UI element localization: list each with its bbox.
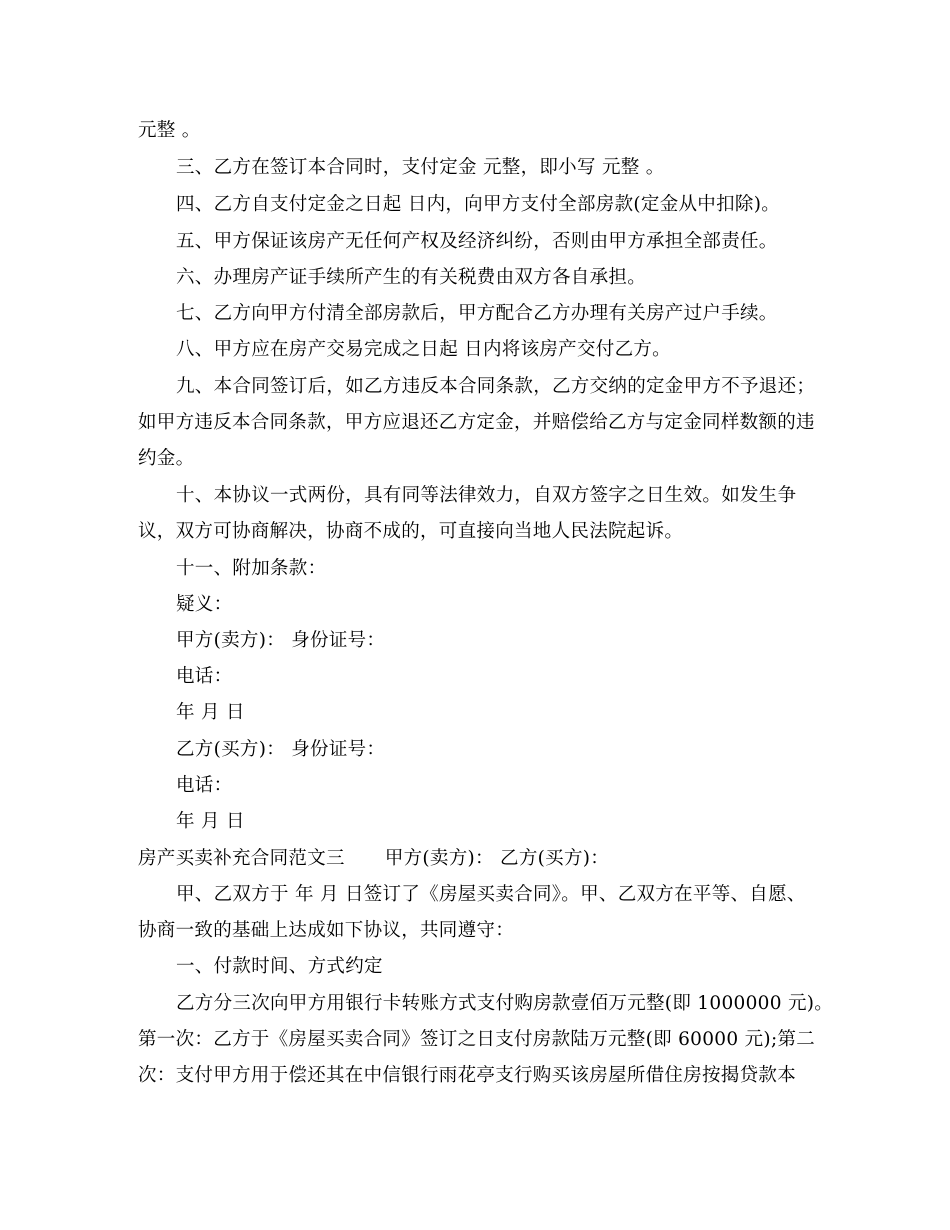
text-line: 十、本协议一式两份，具有同等法律效力，自双方签字之日生效。如发生争 xyxy=(176,485,797,506)
text-line: 约金。 xyxy=(138,448,195,469)
text-line: 四、乙方自支付定金之日起 日内，向甲方支付全部房款(定金从中扣除)。 xyxy=(176,194,781,215)
text-line: 乙方(买方)： 身份证号： xyxy=(176,739,386,760)
text-line: 协商一致的基础上达成如下协议，共同遵守： xyxy=(138,920,515,941)
text-line: 乙方分三次向甲方用银行卡转账方式支付购房款壹佰万元整(即 1000000 元)。 xyxy=(176,993,834,1014)
text-line: 元整 。 xyxy=(138,120,201,141)
text-line: 六、办理房产证手续所产生的有关税费由双方各自承担。 xyxy=(176,267,647,288)
text-line: 五、甲方保证该房产无任何产权及经济纠纷，否则由甲方承担全部责任。 xyxy=(176,231,778,252)
text-line: 年 月 日 xyxy=(176,702,245,723)
text-line: 一、付款时间、方式约定 xyxy=(176,956,383,977)
text-line: 次：支付甲方用于偿还其在中信银行雨花亭支行购买该房屋所借住房按揭贷款本 xyxy=(138,1065,797,1086)
text-line: 电话： xyxy=(176,666,233,687)
text-line: 十一、附加条款： xyxy=(176,558,327,579)
text-line: 电话： xyxy=(176,775,233,796)
text-line: 三、乙方在签订本合同时，支付定金 元整，即小写 元整 。 xyxy=(176,157,665,178)
party-labels: 甲方(卖方)： 乙方(买方)： xyxy=(384,848,610,869)
text-line: 年 月 日 xyxy=(176,811,245,832)
text-line: 甲、乙双方于 年 月 日签订了《房屋买卖合同》。甲、乙双方在平等、自愿、 xyxy=(176,884,806,905)
text-line: 九、本合同签订后，如乙方违反本合同条款，乙方交纳的定金甲方不予退还； xyxy=(176,376,816,397)
text-line: 七、乙方向甲方付清全部房款后，甲方配合乙方办理有关房产过户手续。 xyxy=(176,303,778,324)
text-line: 如甲方违反本合同条款，甲方应退还乙方定金，并赔偿给乙方与定金同样数额的违 xyxy=(138,412,815,433)
text-line: 议，双方可协商解决，协商不成的，可直接向当地人民法院起诉。 xyxy=(138,521,684,542)
section-title: 房产买卖补充合同范文三 xyxy=(138,848,345,869)
section-heading-line xyxy=(138,847,609,871)
text-line: 第一次：乙方于《房屋买卖合同》签订之日支付房款陆万元整(即 60000 元);第二 xyxy=(138,1029,816,1050)
text-line: 疑义： xyxy=(176,594,233,615)
text-line: 八、甲方应在房产交易完成之日起 日内将该房产交付乙方。 xyxy=(176,339,671,360)
text-line: 甲方(卖方)： 身份证号： xyxy=(176,630,386,651)
